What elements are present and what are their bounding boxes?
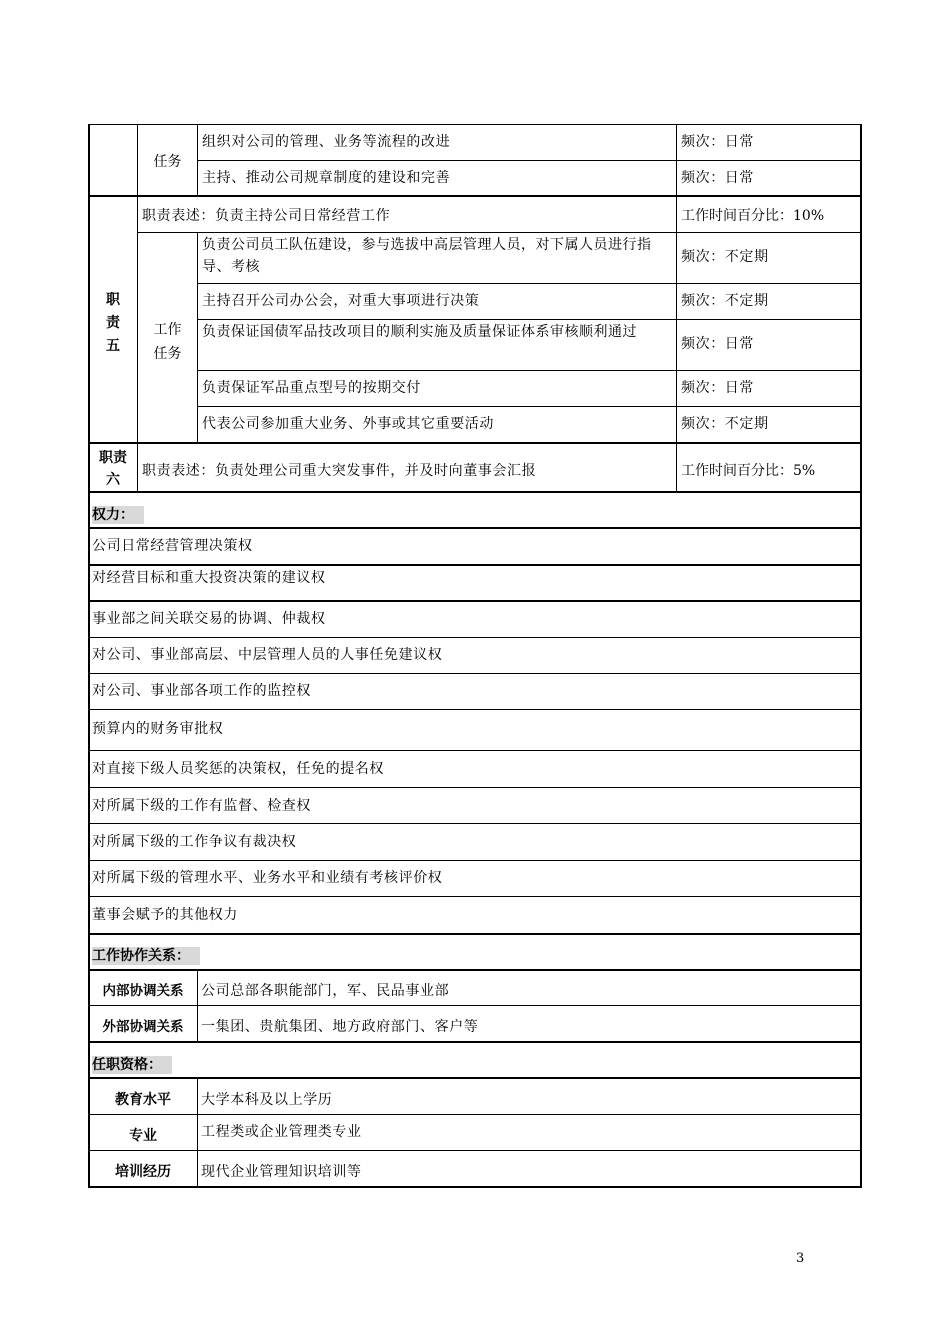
qualification-label: 培训经历 <box>115 1164 171 1180</box>
power-item: 对公司、事业部高层、中层管理人员的人事任免建议权 <box>92 647 443 663</box>
power-item: 董事会赋予的其他权力 <box>92 907 238 923</box>
row-line <box>88 1005 862 1006</box>
powers-header: 权力： <box>92 506 144 524</box>
duty6-time-percent: 工作时间百分比：5% <box>681 463 816 479</box>
table-border-bottom <box>88 1186 862 1188</box>
row-line <box>88 442 862 444</box>
duty5-description: 职责表述：负责主持公司日常经营工作 <box>142 208 391 224</box>
relation-value: 公司总部各职能部门，军、民品事业部 <box>201 983 450 999</box>
row-line <box>88 195 862 197</box>
row-line <box>88 709 862 710</box>
page-number: 3 <box>796 1251 805 1266</box>
row-line <box>88 600 862 602</box>
task-frequency: 频次：不定期 <box>681 416 769 432</box>
row-line <box>88 933 862 935</box>
task-text: 负责保证国债军品技改项目的顺利实施及质量保证体系审核顺利通过 <box>202 324 637 340</box>
power-item: 事业部之间关联交易的协调、仲裁权 <box>92 611 326 627</box>
power-item: 对公司、事业部各项工作的监控权 <box>92 683 311 699</box>
duty5-label: 职 责 五 <box>106 292 120 354</box>
power-item: 对直接下级人员奖惩的决策权，任免的提名权 <box>92 761 384 777</box>
power-item: 公司日常经营管理决策权 <box>92 538 253 554</box>
row-line <box>88 787 862 788</box>
table-border-top <box>88 124 862 125</box>
row-line <box>88 750 862 751</box>
relation-label: 内部协调关系 <box>102 983 184 999</box>
task-text: 主持、推动公司规章制度的建设和完善 <box>202 170 451 186</box>
task-text: 代表公司参加重大业务、外事或其它重要活动 <box>202 416 494 432</box>
qualification-label: 专业 <box>129 1128 157 1144</box>
row-line <box>88 896 862 897</box>
row-line <box>88 1114 862 1115</box>
task-text: 负责保证军品重点型号的按期交付 <box>202 380 421 396</box>
power-item: 对所属下级的工作争议有裁决权 <box>92 834 297 850</box>
row-line <box>137 232 861 233</box>
relation-value: 一集团、贵航集团、地方政府部门、客户等 <box>201 1019 479 1035</box>
row-line <box>88 673 862 674</box>
row-line <box>88 969 862 971</box>
power-item: 对所属下级的管理水平、业务水平和业绩有考核评价权 <box>92 870 443 886</box>
task-frequency: 频次：日常 <box>681 170 754 186</box>
row-line <box>197 283 861 284</box>
row-line <box>197 160 861 161</box>
row-line <box>88 1077 862 1079</box>
row-line <box>88 823 862 824</box>
relation-label: 外部协调关系 <box>102 1019 184 1035</box>
row-line <box>88 527 862 529</box>
qualifications-header: 任职资格： <box>92 1056 172 1074</box>
qualification-value: 大学本科及以上学历 <box>201 1092 333 1108</box>
qualification-value: 现代企业管理知识培训等 <box>201 1164 362 1180</box>
power-item: 对所属下级的工作有监督、检查权 <box>92 798 311 814</box>
qualifications-col-line <box>197 1077 198 1187</box>
row-line <box>88 491 862 493</box>
power-item: 预算内的财务审批权 <box>92 721 224 737</box>
task-col-line-b <box>197 232 198 443</box>
row-line <box>197 370 861 371</box>
task-frequency: 频次：日常 <box>681 380 754 396</box>
task-label: 任务 <box>153 154 182 170</box>
duty-label-col-line <box>137 124 138 492</box>
freq-col-line <box>676 124 677 492</box>
task-text: 负责公司员工队伍建设，参与选拔中高层管理人员，对下属人员进行指导、考核 <box>202 237 652 275</box>
relations-col-line <box>197 969 198 1042</box>
power-item: 对经营目标和重大投资决策的建议权 <box>92 570 326 586</box>
row-line <box>88 860 862 861</box>
row-line <box>197 319 861 320</box>
row-line <box>88 564 862 566</box>
task-frequency: 频次：不定期 <box>681 293 769 309</box>
row-line <box>88 637 862 638</box>
duty6-label: 职责 六 <box>99 450 127 488</box>
duty6-description: 职责表述：负责处理公司重大突发事件，并及时向董事会汇报 <box>142 463 537 479</box>
row-line <box>88 1150 862 1151</box>
task-frequency: 频次：不定期 <box>681 249 769 265</box>
task-frequency: 频次：日常 <box>681 336 754 352</box>
duty5-task-label: 工作 任务 <box>153 322 182 362</box>
qualification-value: 工程类或企业管理类专业 <box>201 1124 362 1140</box>
task-text: 主持召开公司办公会，对重大事项进行决策 <box>202 293 480 309</box>
task-text: 组织对公司的管理、业务等流程的改进 <box>202 134 451 150</box>
duty5-time-percent: 工作时间百分比：10% <box>681 208 825 224</box>
row-line <box>197 406 861 407</box>
relations-header: 工作协作关系： <box>92 947 200 965</box>
qualification-label: 教育水平 <box>115 1092 171 1108</box>
row-line <box>88 1041 862 1043</box>
task-frequency: 频次：日常 <box>681 134 754 150</box>
